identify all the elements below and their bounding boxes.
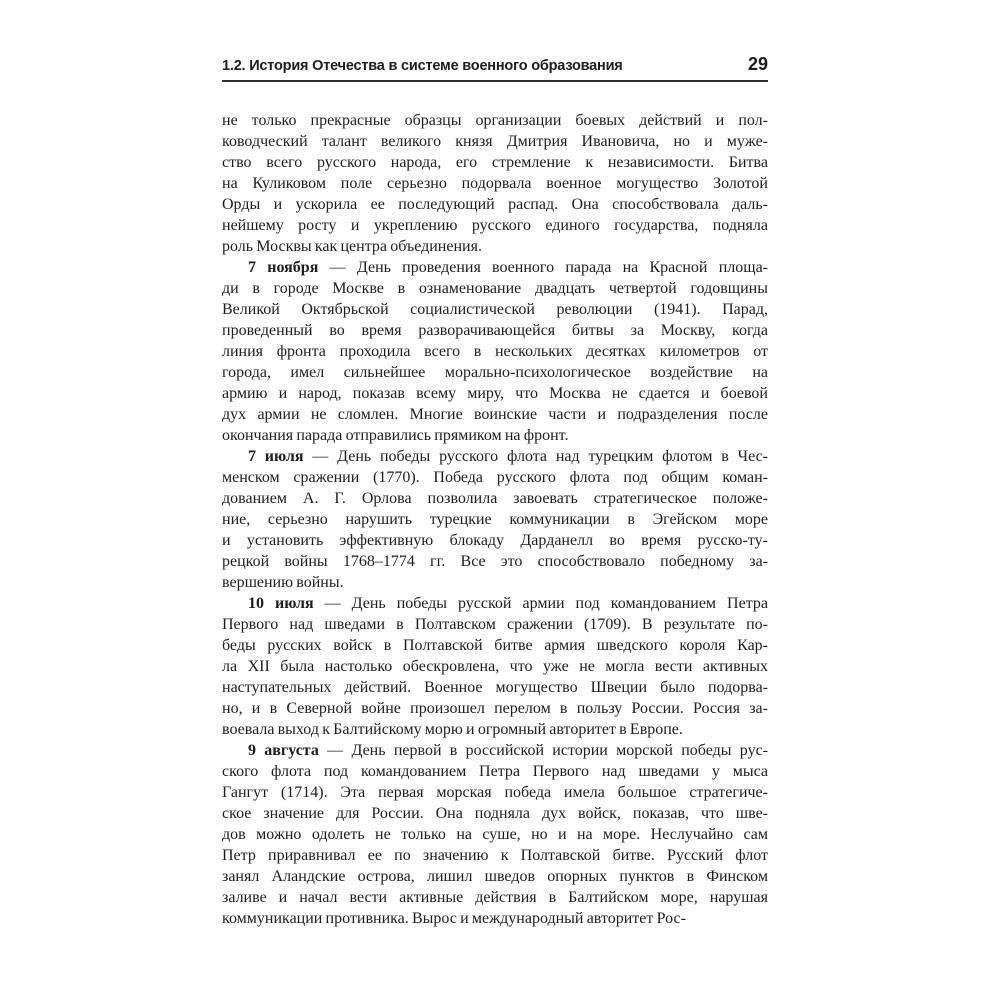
text-line: ство всего русского народа, его стремление к независимости. Битва — [222, 154, 768, 171]
text-line: наступательных действий. Военное могущество Швеции было подорва- — [222, 679, 768, 696]
text-line: ние, серьезно нарушить турецкие коммуникации в Эгейском море — [222, 511, 768, 528]
text-line: дух армии не сломлен. Многие воинские части и подразделения после — [222, 406, 768, 423]
text-line: 9 августа — День первой в российской истории морской победы рус- — [248, 742, 768, 759]
text-line: армию и народ, показав всему миру, что Москва не сдается и боевой — [222, 385, 768, 402]
paragraph — [222, 257, 768, 446]
section-heading: 1.2. История Отечества в системе военного образования — [222, 58, 623, 74]
text-line: и установить эффективную блокаду Дарданелл во время русско-ту- — [222, 532, 768, 549]
text-line: заливе и начал вести активные действия в Балтийском море, нарушая — [222, 889, 768, 906]
text-line: Петр приравнивал ее по значению к Полтавской битве. Русский флот — [222, 847, 768, 864]
text-line: проведенный во время разворачивающейся битвы за Москву, когда — [222, 322, 768, 339]
paragraph — [222, 740, 768, 929]
paragraph-date-lead: 9 августа — [248, 742, 319, 759]
text-line: ское значение для России. Она подняла дух войск, показав, что шве- — [222, 805, 768, 822]
text-line: города, имел сильнейшее морально-психологическое воздействие на — [222, 364, 768, 381]
text-line: менском сражении (1770). Победа русского флота под общим коман- — [222, 469, 768, 486]
text-line: дов можно одолеть не только на суше, но и на море. Неслучайно сам — [222, 826, 768, 843]
text-line: ского флота под командованием Петра Первого над шведами у мыса — [222, 763, 768, 780]
page-number: 29 — [747, 54, 768, 74]
text-line: не только прекрасные образцы организации боевых действий и пол- — [222, 112, 768, 129]
text-line: на Куликовом поле серьезно подорвала военное могущество Золотой — [222, 175, 768, 192]
text-line: окончания парада отправились прямиком на фронт. — [222, 427, 569, 444]
text-line: ди в городе Москве в ознаменование двадцать четвертой годовщины — [222, 280, 768, 297]
text-line: вершению войны. — [222, 574, 344, 591]
text-line: ководческий талант великого князя Дмитрия Ивановича, но и муже- — [222, 133, 768, 150]
text-line: рецкой войны 1768–1774 гг. Все это способствовало победному за- — [222, 553, 768, 570]
paragraph-date-lead: 7 июля — [248, 448, 304, 465]
text-line: воевала выход к Балтийскому морю и огромный авторитет в Европе. — [222, 721, 683, 738]
text-line: дованием А. Г. Орлова позволила завоевать стратегическое положе- — [222, 490, 768, 507]
text-line: 7 ноября — День проведения военного парада на Красной площа- — [248, 259, 769, 276]
text-line: Великой Октябрьской социалистической революции (1941). Парад, — [222, 301, 768, 318]
text-line: линия фронта проходила всего в нескольких десятках километров от — [222, 343, 768, 360]
text-line: 10 июля — День победы русской армии под командованием Петра — [248, 595, 768, 612]
text-line: Орды и ускорила ее последующий распад. Она способствовала даль- — [222, 196, 768, 213]
text-line: роль Москвы как центра объединения. — [222, 238, 482, 255]
text-line: но, и в Северной войне произошел перелом в пользу России. Россия за- — [222, 700, 768, 717]
text-line: нейшему росту и укреплению русского единого государства, подняла — [222, 217, 768, 234]
page-header — [222, 54, 768, 82]
text-line: коммуникации противника. Вырос и международный авторитет Рос- — [222, 910, 686, 927]
paragraph — [222, 446, 768, 593]
text-line: Гангут (1714). Эта первая морская победа имела большое стратегиче- — [222, 784, 768, 801]
text-line: занял Аландские острова, лишил шведов опорных пунктов в Финском — [222, 868, 768, 885]
text-line: беды русских войск в Полтавской битве армия шведского короля Кар- — [222, 637, 768, 654]
body-text — [222, 110, 768, 929]
paragraph-date-lead: 7 ноября — [248, 259, 319, 276]
paragraph-date-lead: 10 июля — [248, 595, 314, 612]
paragraph — [222, 110, 768, 257]
text-line: Первого над шведами в Полтавском сражении (1709). В результате по- — [222, 616, 768, 633]
text-line: 7 июля — День победы русского флота над турецким флотом в Чес- — [248, 448, 768, 465]
text-line: ла XII была настолько обескровлена, что уже не могла вести активных — [222, 658, 768, 675]
paragraph — [222, 593, 768, 740]
